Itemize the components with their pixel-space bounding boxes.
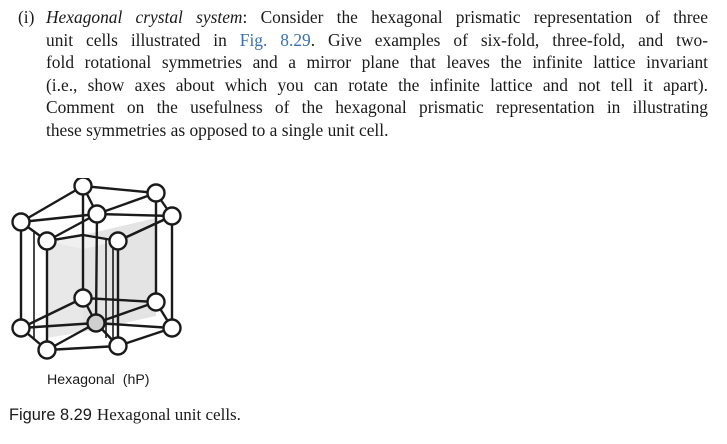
problem-intro: : Consider the hexagonal prismatic representation of three bbox=[242, 7, 708, 27]
problem-line-3: fold rotational symmetries and a mirror plane that leaves the infinite lattice invariant bbox=[46, 52, 708, 73]
figure-label: Hexagonal (hP) bbox=[47, 372, 150, 388]
atom bbox=[110, 233, 127, 250]
atom bbox=[148, 294, 165, 311]
atom bbox=[39, 342, 56, 359]
problem-line-5: Comment on the usefulness of the hexagonal prismatic representation in illustrating bbox=[46, 97, 708, 118]
hexagonal-lattice-figure bbox=[8, 178, 198, 368]
atom bbox=[148, 185, 165, 202]
atom bbox=[164, 320, 181, 337]
atom bbox=[13, 320, 30, 337]
problem-statement bbox=[18, 6, 708, 142]
atom-center bbox=[88, 315, 105, 332]
problem-text: unit cells illustrated in bbox=[46, 29, 240, 50]
figure-caption bbox=[9, 405, 241, 425]
problem-label: (i) bbox=[18, 7, 35, 27]
caption-text: Hexagonal unit cells. bbox=[96, 405, 241, 424]
atom bbox=[75, 178, 92, 195]
atom bbox=[13, 214, 30, 231]
problem-line-2 bbox=[18, 29, 708, 52]
problem-line-6: these symmetries as opposed to a single unit cell. bbox=[46, 119, 389, 140]
atom bbox=[164, 208, 181, 225]
figure-reference-link[interactable]: Fig. 8.29 bbox=[239, 29, 311, 50]
shaded-face bbox=[47, 235, 83, 338]
problem-line-4: (i.e., show axes about which you can rotate the infinite lattice and not tell it apart). bbox=[46, 74, 708, 95]
problem-line-1 bbox=[18, 6, 708, 29]
atom bbox=[75, 290, 92, 307]
atom bbox=[110, 338, 127, 355]
atom bbox=[39, 233, 56, 250]
problem-title: Hexagonal crystal system bbox=[46, 7, 243, 27]
atom bbox=[89, 206, 106, 223]
problem-text: . Give examples of six-fold, three-fold, and two- bbox=[310, 29, 709, 50]
caption-number: Figure 8.29 bbox=[9, 406, 92, 424]
